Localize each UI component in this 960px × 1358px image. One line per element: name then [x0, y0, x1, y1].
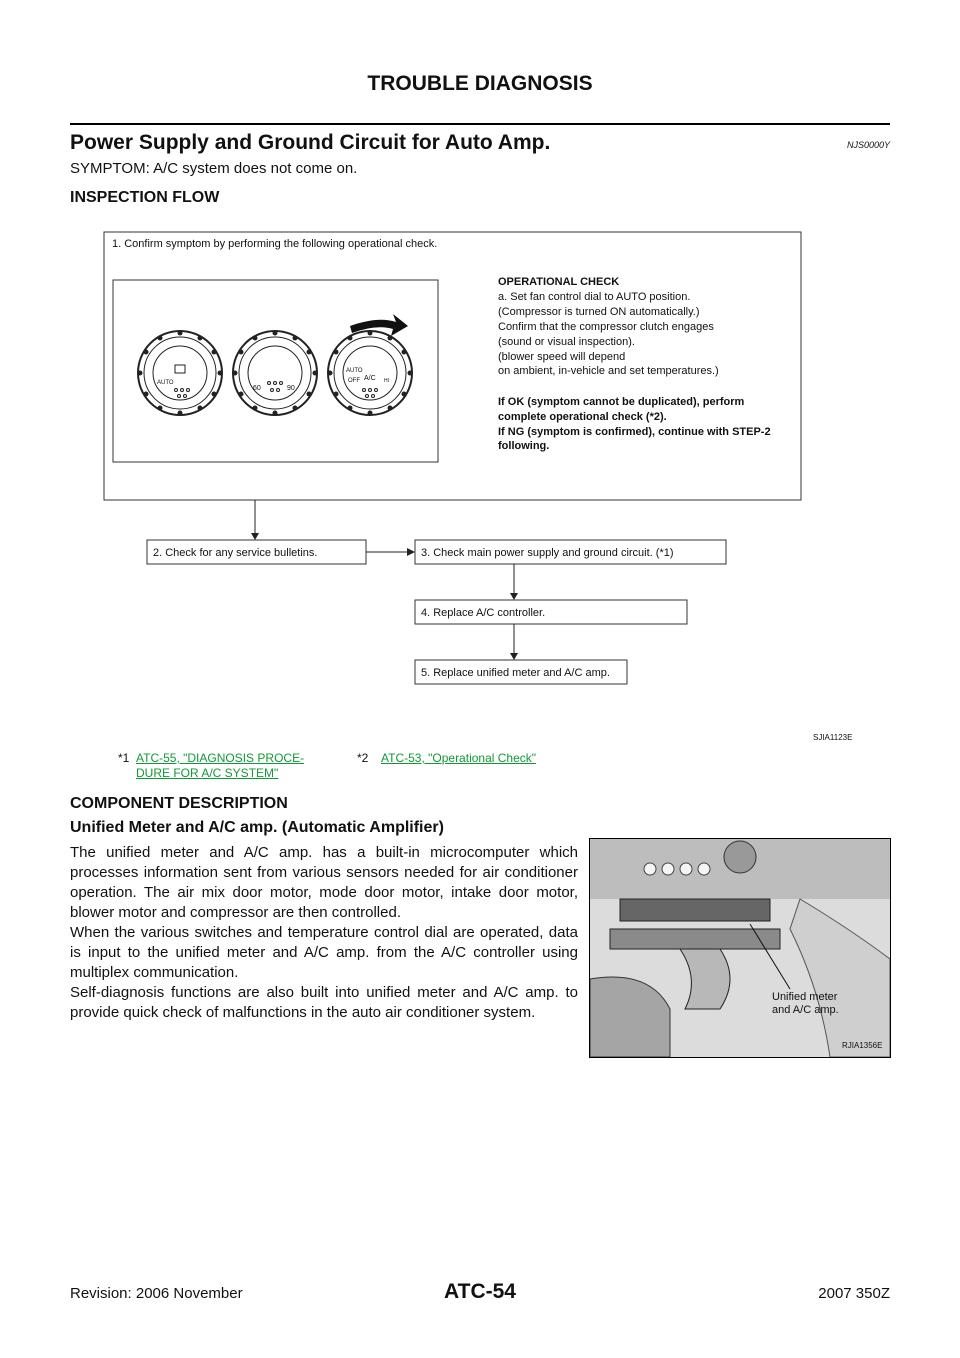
dial-off-label: OFF: [348, 378, 360, 384]
dial-auto-label-2: AUTO: [346, 368, 363, 374]
operational-check-line-2: (Compressor is turned ON automatically.): [498, 306, 700, 318]
dial-hi-label: HI: [384, 378, 389, 384]
step2-text: 2. Check for any service bulletins.: [153, 547, 318, 559]
arrow-step2-step3: [407, 548, 415, 556]
operational-check-line-3: Confirm that the compressor clutch engages: [498, 321, 714, 333]
footnote-1-mark: *1: [118, 751, 130, 765]
page-header-title: TROUBLE DIAGNOSIS: [367, 72, 593, 95]
symptom-text: SYMPTOM: A/C system does not come on.: [70, 160, 358, 177]
component-description-heading: COMPONENT DESCRIPTION: [70, 795, 288, 812]
dial-temp-high-label: 90: [287, 385, 295, 392]
footnote-1-link[interactable]: [136, 751, 336, 781]
operational-check-line-1: a. Set fan control dial to AUTO position.: [498, 291, 691, 303]
footnote-2-mark: *2: [357, 751, 369, 765]
operational-result-line-3: If NG (symptom is confirmed), continue with STEP-2: [498, 426, 771, 438]
photo-callout-label: [772, 991, 839, 1017]
section-title: Power Supply and Ground Circuit for Auto Amp.: [70, 131, 551, 154]
step3-text: 3. Check main power supply and ground circuit. (*1): [421, 547, 674, 559]
component-paragraph-1: The unified meter and A/C amp. has a built-in microcomputer which processes information sent from various sensors needed for air conditioner operation. The air mix door motor, mode door motor, intake door motor, blower motor and compressor are then controlled.: [70, 844, 578, 921]
step5-text: 5. Replace unified meter and A/C amp.: [421, 667, 610, 679]
operational-check-title: OPERATIONAL CHECK: [498, 276, 620, 288]
component-paragraph-2: When the various switches and temperature control dial are operated, data is input to the unified meter and A/C amp. from the A/C controller using multiplex communication.: [70, 924, 578, 981]
operational-check-line-6: on ambient, in-vehicle and set temperatures.): [498, 365, 719, 377]
operational-result-line-4: following.: [498, 440, 550, 452]
arrow-step1-step2: [251, 533, 259, 540]
dial-auto-label: AUTO: [157, 380, 174, 386]
dial-ac-label: A/C: [364, 375, 376, 382]
photo-figure-code: RJIA1356E: [842, 1041, 883, 1050]
component-subheading: Unified Meter and A/C amp. (Automatic Amplifier): [70, 819, 444, 836]
section-code: NJS0000Y: [846, 140, 890, 150]
component-description-body: [70, 843, 578, 1023]
photo-callout-line-2: and A/C amp.: [772, 1004, 839, 1016]
photo-callout-line-1: Unified meter: [772, 991, 838, 1003]
arrow-step4-step5: [510, 653, 518, 660]
step1-text: 1. Confirm symptom by performing the following operational check.: [112, 238, 438, 250]
operational-result-line-2: complete operational check (*2).: [498, 411, 667, 423]
footer-revision: Revision: 2006 November: [70, 1285, 243, 1302]
footer-page-number: ATC-54: [444, 1280, 516, 1303]
arrow-step3-step4: [510, 593, 518, 600]
operational-result-line-1: If OK (symptom cannot be duplicated), perform: [498, 396, 745, 408]
dial-illustration-box: [113, 280, 438, 462]
operational-check-line-5: (blower speed will depend: [498, 351, 626, 363]
step4-text: 4. Replace A/C controller.: [421, 607, 546, 619]
flow-figure-code: SJIA1123E: [813, 733, 853, 742]
dial-temp-low-label: 60: [253, 385, 261, 392]
footnote-1-link-line-2[interactable]: DURE FOR A/C SYSTEM": [136, 766, 279, 780]
footnote-2-link[interactable]: ATC-53, "Operational Check": [381, 751, 537, 765]
unified-meter-photo: [589, 838, 891, 1058]
inspection-flow-heading: INSPECTION FLOW: [70, 189, 220, 206]
footer-model: 2007 350Z: [818, 1285, 890, 1302]
component-paragraph-3: Self-diagnosis functions are also built into unified meter and A/C amp. to provide quick check of malfunctions in the auto air conditioner system.: [70, 984, 578, 1021]
unified-meter-photo-illustration: [590, 839, 890, 1057]
operational-check-line-4: (sound or visual inspection).: [498, 336, 635, 348]
footnote-1-link-line-1[interactable]: ATC-55, "DIAGNOSIS PROCE-: [136, 751, 305, 765]
